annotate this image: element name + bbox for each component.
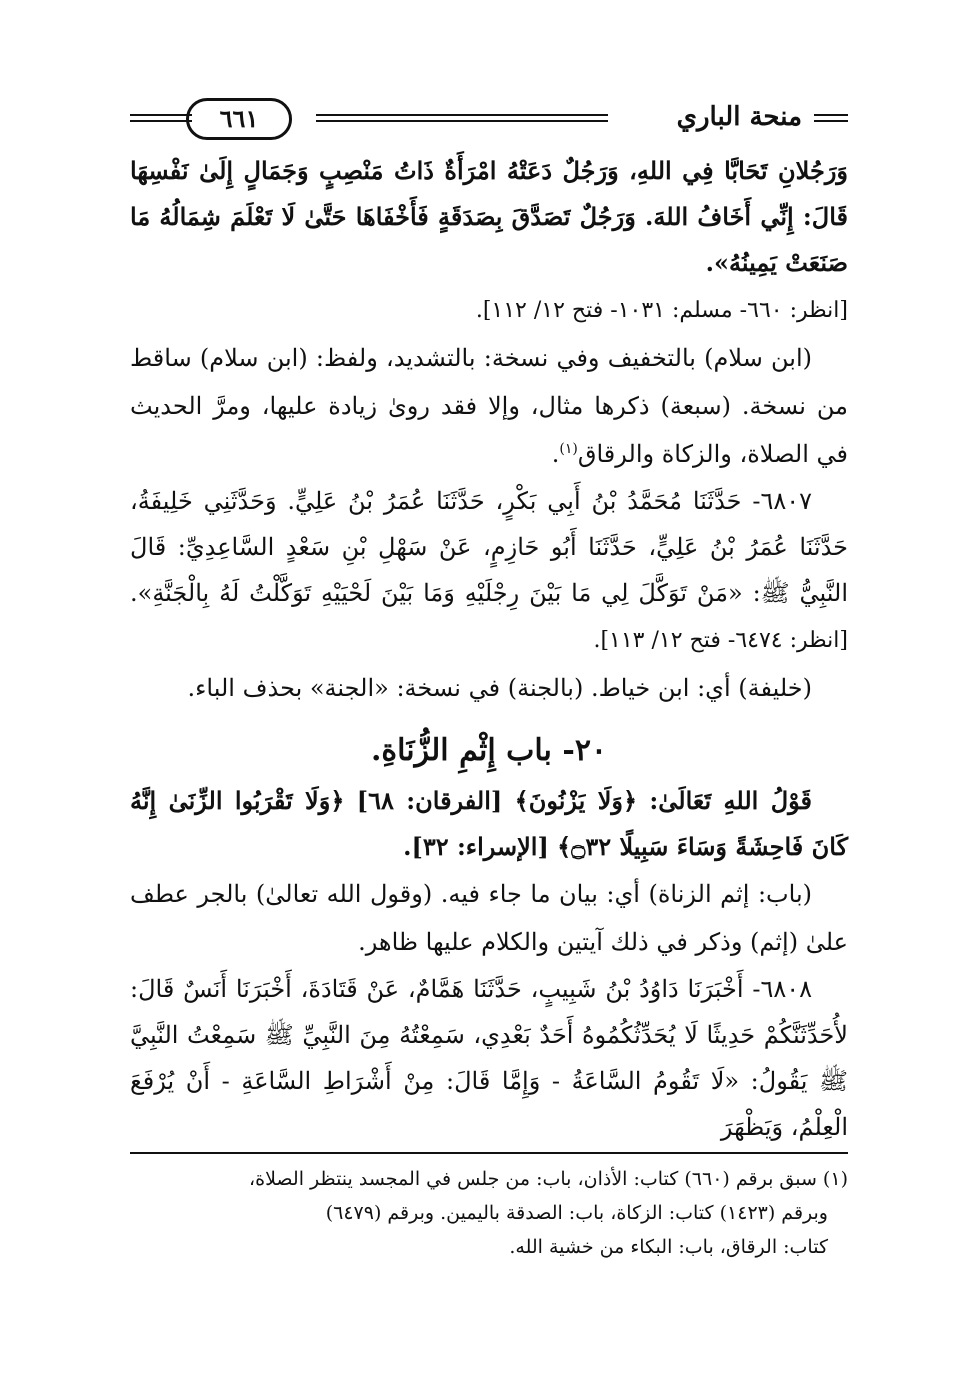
commentary-end: . <box>551 440 560 468</box>
commentary-paragraph: (باب: إثم الزناة) أي: بيان ما جاء فيه. (وقول الله تعالىٰ) بالجر عطف علىٰ (إثم) وذكر في ذلك آيتين والكلام عليها ظاهر. <box>130 880 848 956</box>
page-number: ٦٦١ <box>186 98 292 140</box>
commentary-paragraph: (خليفة) أي: ابن خياط. (بالجنة) في نسخة: «الجنة» بحذف الباء. <box>187 674 812 702</box>
footnote-mark: (١) <box>559 441 578 457</box>
chapter-heading: ٢٠- باب إِثْمِ الزُّنَاةِ. <box>370 733 608 768</box>
footnote-separator <box>130 1152 848 1154</box>
header-rule-left <box>130 114 192 128</box>
book-page <box>130 0 848 1387</box>
running-title: منحة الباري <box>676 102 802 132</box>
page-header <box>130 96 848 146</box>
commentary-text: (ابن سلام) بالتخفيف وفي نسخة: بالتشديد، ولفظ: (ابن سلام) ساقط من نسخة. (سبعة) ذكرها مثال، وإلا فقد روىٰ زيادة عليها، ومرَّ الحديث في الصلاة، والزكاة والرقاق <box>130 344 848 468</box>
commentary-paragraph <box>130 334 848 478</box>
footnote-line: كتاب: الرقاق، باب: البكاء من خشية الله. <box>509 1236 828 1258</box>
footnote-line: (١) سبق برقم (٦٦٠) كتاب: الأذان، باب: من جلس في المجسد ينتظر الصلاة، <box>249 1168 848 1190</box>
chapter-verse: قَوْلُ اللهِ تَعَالَىٰ: ﴿وَلَا يَزْنُونَ﴾ [الفرقان: ٦٨] ﴿وَلَا تَقْرَبُوا الزِّنَىٰ إِنَّهُ كَانَ فَاحِشَةً وَسَاءَ سَبِيلًا ۝٣٢﴾ [الإسراء: ٣٢]. <box>130 786 848 861</box>
hadith-reference: [انظر: ٦٦٠- مسلم: ١٠٣١- فتح ١٢/ ١١٢]. <box>475 298 848 323</box>
hadith-text: ٦٨٠٧- حَدَّثَنَا مُحَمَّدُ بْنُ أَبِي بَكْرٍ، حَدَّثَنَا عُمَرُ بْنُ عَلِيٍّ. وَحَدَّثَنِي خَلِيفَةُ، حَدَّثَنَا عُمَرُ بْنُ عَلِيٍّ، حَدَّثَنَا أَبُو حَازِمٍ، عَنْ سَهْلِ بْنِ سَعْدٍ السَّاعِدِيِّ: قَالَ النَّبِيُّ ﷺ: «مَنْ تَوَكَّلَ لِي مَا بَيْنَ رِجْلَيْهِ وَمَا بَيْنَ لَحْيَيْهِ تَوَكَّلْتُ لَهُ بِالْجَنَّةِ». <box>130 487 848 607</box>
footnotes <box>130 1162 848 1264</box>
hadith-text: وَرَجُلانِ تَحَابَّا فِي اللهِ، وَرَجُلٌ دَعَتْهُ امْرَأَةٌ ذَاتُ مَنْصِبٍ وَجَمَالٍ إِلَىٰ نَفْسِهَا قَالَ: إِنِّي أَخَافُ اللهَ. وَرَجُلٌ تَصَدَّقَ بِصَدَقَةٍ فَأَخْفَاهَا حَتَّىٰ لَا تَعْلَمَ شِمَالُهُ مَا صَنَعَتْ يَمِينُهُ». <box>130 156 848 277</box>
hadith-6808: ٦٨٠٨- أَخْبَرَنَا دَاوُدُ بْنُ شَبِيبٍ، حَدَّثَنَا هَمَّامٌ، عَنْ قَتَادَةَ، أَخْبَرَنَا أَنَسٌ قَالَ: لأُحَدِّثَنَّكُمْ حَدِيثًا لَا يُحَدِّثُكُمُوهُ أَحَدٌ بَعْدِي، سَمِعْتُهُ مِنَ النَّبِيِّ ﷺ سَمِعْتُ النَّبِيَّ ﷺ يَقُولُ: «لَا تَقُومُ السَّاعَةُ - وَإِمَّا قَالَ: مِنْ أَشْرَاطِ السَّاعَةِ - أَنْ يُرْفَعَ الْعِلْمُ، وَيَظْهَرَ <box>130 975 848 1141</box>
hadith-reference: [انظر: ٦٤٧٤- فتح ١٢/ ١١٣]. <box>593 628 848 653</box>
hadith-6806-end <box>130 148 848 334</box>
footnote-line: وبرقم (١٤٢٣) كتاب: الزكاة، باب: الصدقة باليمين. وبرقم (٦٤٧٩) <box>325 1202 828 1224</box>
header-rule-right <box>814 114 848 128</box>
hadith-6807 <box>130 478 848 664</box>
header-rule-middle <box>316 114 608 128</box>
page-body <box>130 148 848 1150</box>
